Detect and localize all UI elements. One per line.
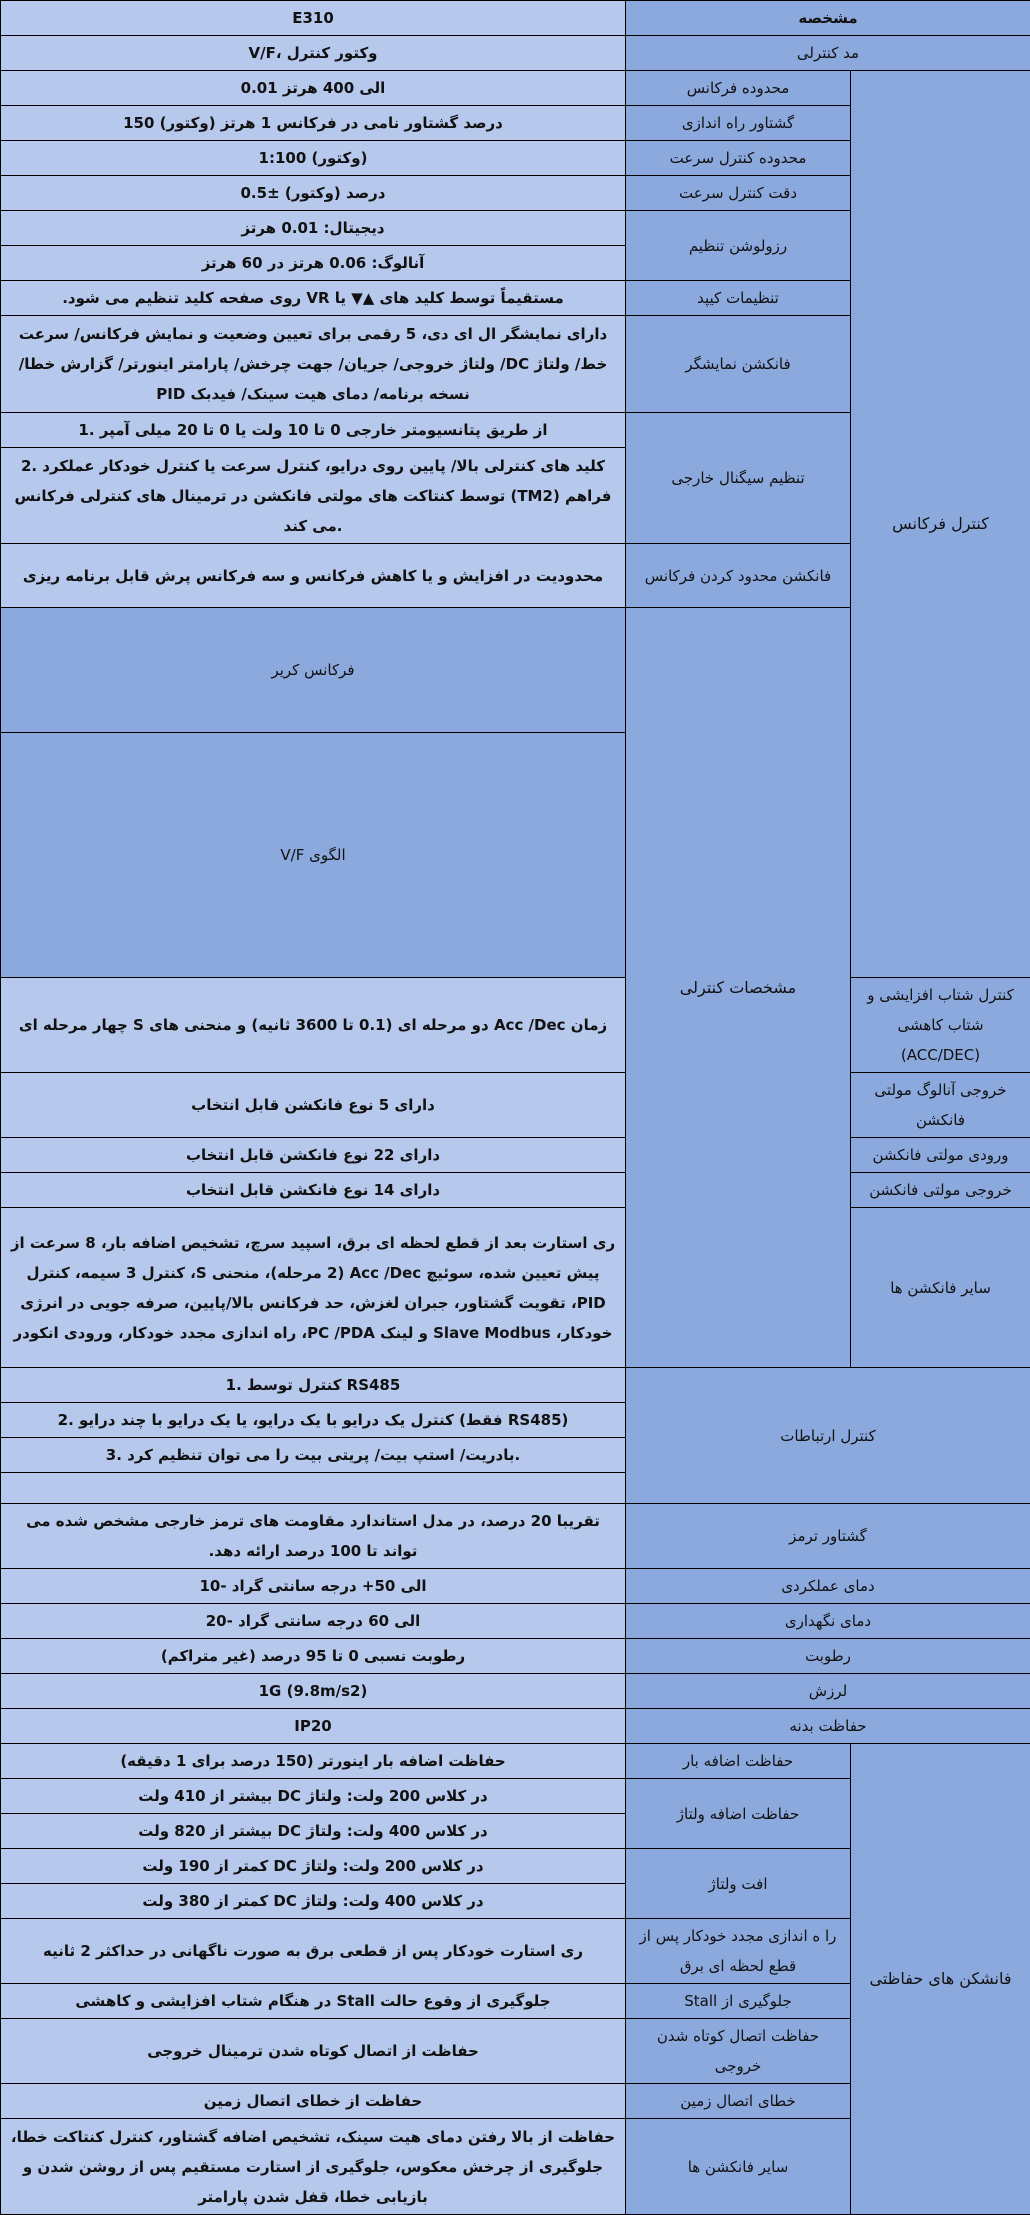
- table-row: [1, 1604, 1030, 1639]
- row-label: خطای اتصال زمین: [626, 2084, 851, 2119]
- row-value: تقریبا 20 درصد، در مدل استاندارد مقاومت های ترمز خارجی مشخص شده می تواند تا 100 درصد ارائه دهد.: [1, 1504, 626, 1569]
- header-value: E310: [1, 1, 626, 36]
- table-row: [1, 1709, 1030, 1744]
- table-row: [1, 1639, 1030, 1674]
- row-value: IP20: [1, 1709, 626, 1744]
- table-row: [1, 1368, 1030, 1403]
- table-row: [1, 978, 1030, 1073]
- row-label: محدوده کنترل سرعت: [626, 141, 851, 176]
- row-label: دمای عملکردی: [626, 1569, 1030, 1604]
- row-value: الی 50+ درجه سانتی گراد -10: [1, 1569, 626, 1604]
- table-row: [1, 1569, 1030, 1604]
- row-value: حفاظت از خطای اتصال زمین: [1, 2084, 626, 2119]
- table-row: [1, 71, 1030, 106]
- row-label: خروجی مولتی فانکشن: [851, 1173, 1030, 1208]
- row-label: رطوبت: [626, 1639, 1030, 1674]
- table-row: [1, 1173, 1030, 1208]
- row-value: محدودیت در افزایش و یا کاهش فرکانس و سه فرکانس پرش قابل برنامه ریزی: [1, 544, 626, 608]
- row-value: رطوبت نسبی 0 تا 95 درصد (غیر متراکم): [1, 1639, 626, 1674]
- row-label: دمای نگهداری: [626, 1604, 1030, 1639]
- row-label: مد کنترلی: [626, 36, 1030, 71]
- row-value: در کلاس 400 ولت: ولتاژ DC کمتر از 380 ولت: [1, 1884, 626, 1919]
- row-label: محدوده فرکانس: [626, 71, 851, 106]
- table-row: [1, 1744, 1030, 1779]
- row-label: افت ولتاژ: [626, 1849, 851, 1919]
- row-value: دیجیتال: 0.01 هرتز: [1, 211, 626, 246]
- table-row: [1, 1674, 1030, 1709]
- row-value: در کلاس 400 ولت: ولتاژ DC بیشتر از 820 ولت: [1, 1814, 626, 1849]
- group-label: کنترل فرکانس: [851, 71, 1030, 978]
- row-value: [1, 1473, 626, 1504]
- row-label: رزولوشن تنظیم: [626, 211, 851, 281]
- row-value: آنالوگ: 0.06 هرتز در 60 هرتز: [1, 246, 626, 281]
- row-value: (وکتور) 1:100: [1, 141, 626, 176]
- group-label: مشخصات کنترلی: [626, 608, 851, 1368]
- row-value: زمان Acc /Dec دو مرحله ای (0.1 تا 3600 ثانیه) و منحنی های S چهار مرحله ای: [1, 978, 626, 1073]
- table-row: [1, 1504, 1030, 1569]
- row-value: دارای 5 نوع فانکشن قابل انتخاب: [1, 1073, 626, 1138]
- row-value: دارای 22 نوع فانکشن قابل انتخاب: [1, 1138, 626, 1173]
- row-value: 1G (9.8m/s2): [1, 1674, 626, 1709]
- row-label: لرزش: [626, 1674, 1030, 1709]
- header-label: مشخصه: [626, 1, 1030, 36]
- row-label: گشتاور راه اندازی: [626, 106, 851, 141]
- row-label: دقت کنترل سرعت: [626, 176, 851, 211]
- table-row: [1, 1, 1030, 36]
- row-label: ورودی مولتی فانکشن: [851, 1138, 1030, 1173]
- row-value: .بادریت/ استپ بیت/ پریتی بیت را می توان تنظیم کرد .3: [1, 1438, 626, 1473]
- row-label: را ه اندازی مجدد خودکار پس از قطع لحظه ای برق: [626, 1919, 851, 1984]
- row-value: درصد گشتاور نامی در فرکانس 1 هرتز (وکتور) 150: [1, 106, 626, 141]
- row-label: سایر فانکشن ها: [626, 2119, 851, 2215]
- row-value: جلوگیری از وقوع حالت Stall در هنگام شتاب افزایشی و کاهشی: [1, 1984, 626, 2019]
- row-label: تنظیم سیگنال خارجی: [626, 413, 851, 544]
- table-row: [1, 1208, 1030, 1368]
- row-label: جلوگیری از Stall: [626, 1984, 851, 2019]
- table-row: [1, 1138, 1030, 1173]
- row-value: حفاظت اضافه بار اینورتر (150 درصد برای 1 دقیقه): [1, 1744, 626, 1779]
- row-label: خروجی آنالوگ مولتی فانکشن: [851, 1073, 1030, 1138]
- row-value: درصد (وکتور) ±0.5: [1, 176, 626, 211]
- row-value: دارای 14 نوع فانکشن قابل انتخاب: [1, 1173, 626, 1208]
- row-label: سایر فانکشن ها: [851, 1208, 1030, 1368]
- table-row: [1, 36, 1030, 71]
- row-value: در کلاس 200 ولت: ولتاژ DC بیشتر از 410 ولت: [1, 1779, 626, 1814]
- row-value: از طریق پتانسیومتر خارجی 0 تا 10 ولت یا 0 تا 20 میلی آمپر .1: [1, 413, 626, 448]
- row-value: دارای نمایشگر ال ای دی، 5 رقمی برای تعیین وضعیت و نمایش فرکانس/ سرعت خط/ ولتاژ DC/ ولتاژ خروجی/ جریان/ جهت چرخش/ پارامتر اینورتر/ گزارش خطا/ نسخه برنامه/ دمای هیت سینک/ فیدبک PID: [1, 316, 626, 413]
- row-value: RS485 کنترل توسط .1: [1, 1368, 626, 1403]
- row-label: الگوی V/F: [1, 733, 626, 978]
- row-value: ری استارت بعد از قطع لحظه ای برق، اسپید سرچ، تشخیص اضافه بار، 8 سرعت از پیش تعیین شده، سوئیچ Acc /Dec (2 مرحله)، منحنی S، کنترل 3 سیمه، کنترل PID، تقویت گشتاور، جبران لغزش، حد فرکانس بالا/پایین، صرفه جویی در انرژی خودکار، Slave Modbus و لینک PC /PDA، راه اندازی مجدد خودکار، ورودی انکودر: [1, 1208, 626, 1368]
- row-value: حفاظت از بالا رفتن دمای هیت سینک، تشخیص اضافه گشتاور، کنترل کنتاکت خطا، جلوگیری از چرخش معکوس، جلوگیری از استارت مستقیم پس از روشن شدن و بازیابی خطا، قفل شدن پارامتر: [1, 2119, 626, 2215]
- row-value: ری استارت خودکار پس از قطعی برق به صورت ناگهانی در حداکثر 2 ثانیه: [1, 1919, 626, 1984]
- row-label: فانکشن نمایشگر: [626, 316, 851, 413]
- row-value: الی 400 هرتز 0.01: [1, 71, 626, 106]
- row-label: حفاظت اضافه بار: [626, 1744, 851, 1779]
- row-label: فانکشن محدود کردن فرکانس: [626, 544, 851, 608]
- row-label: فرکانس کریر: [1, 608, 626, 733]
- row-value: وکتور کنترل ،V/F: [1, 36, 626, 71]
- row-value: (RS485 فقط) کنترل یک درایو با یک درایو، یا یک درایو با چند درایو .2: [1, 1403, 626, 1438]
- group-label: فانشکن های حفاظتی: [851, 1744, 1030, 2215]
- row-label: حفاظت اتصال کوتاه شدن خروجی: [626, 2019, 851, 2084]
- row-label: کنترل ارتباطات: [626, 1368, 1030, 1504]
- row-label: حفاظت بدنه: [626, 1709, 1030, 1744]
- row-value: در کلاس 200 ولت: ولتاژ DC کمتر از 190 ولت: [1, 1849, 626, 1884]
- row-label: حفاظت اضافه ولتاژ: [626, 1779, 851, 1849]
- row-value: کلید های کنترلی بالا/ پایین روی درایو، کنترل سرعت یا کنترل خودکار عملکرد .2 فراهم (TM2) توسط کنتاکت های مولتی فانکشن در ترمینال های کنترلی فرکانس .می کند: [1, 448, 626, 544]
- row-value: حفاظت از اتصال کوتاه شدن ترمینال خروجی: [1, 2019, 626, 2084]
- row-label: تنظیمات کیپد: [626, 281, 851, 316]
- row-value: مستقیماً توسط کلید های ▲▼ یا VR روی صفحه کلید تنظیم می شود.: [1, 281, 626, 316]
- row-value: الی 60 درجه سانتی گراد -20: [1, 1604, 626, 1639]
- row-label: کنترل شتاب افزایشی و شتاب کاهشی (ACC/DEC): [851, 978, 1030, 1073]
- table-row: [1, 1073, 1030, 1138]
- row-label: گشتاور ترمز: [626, 1504, 1030, 1569]
